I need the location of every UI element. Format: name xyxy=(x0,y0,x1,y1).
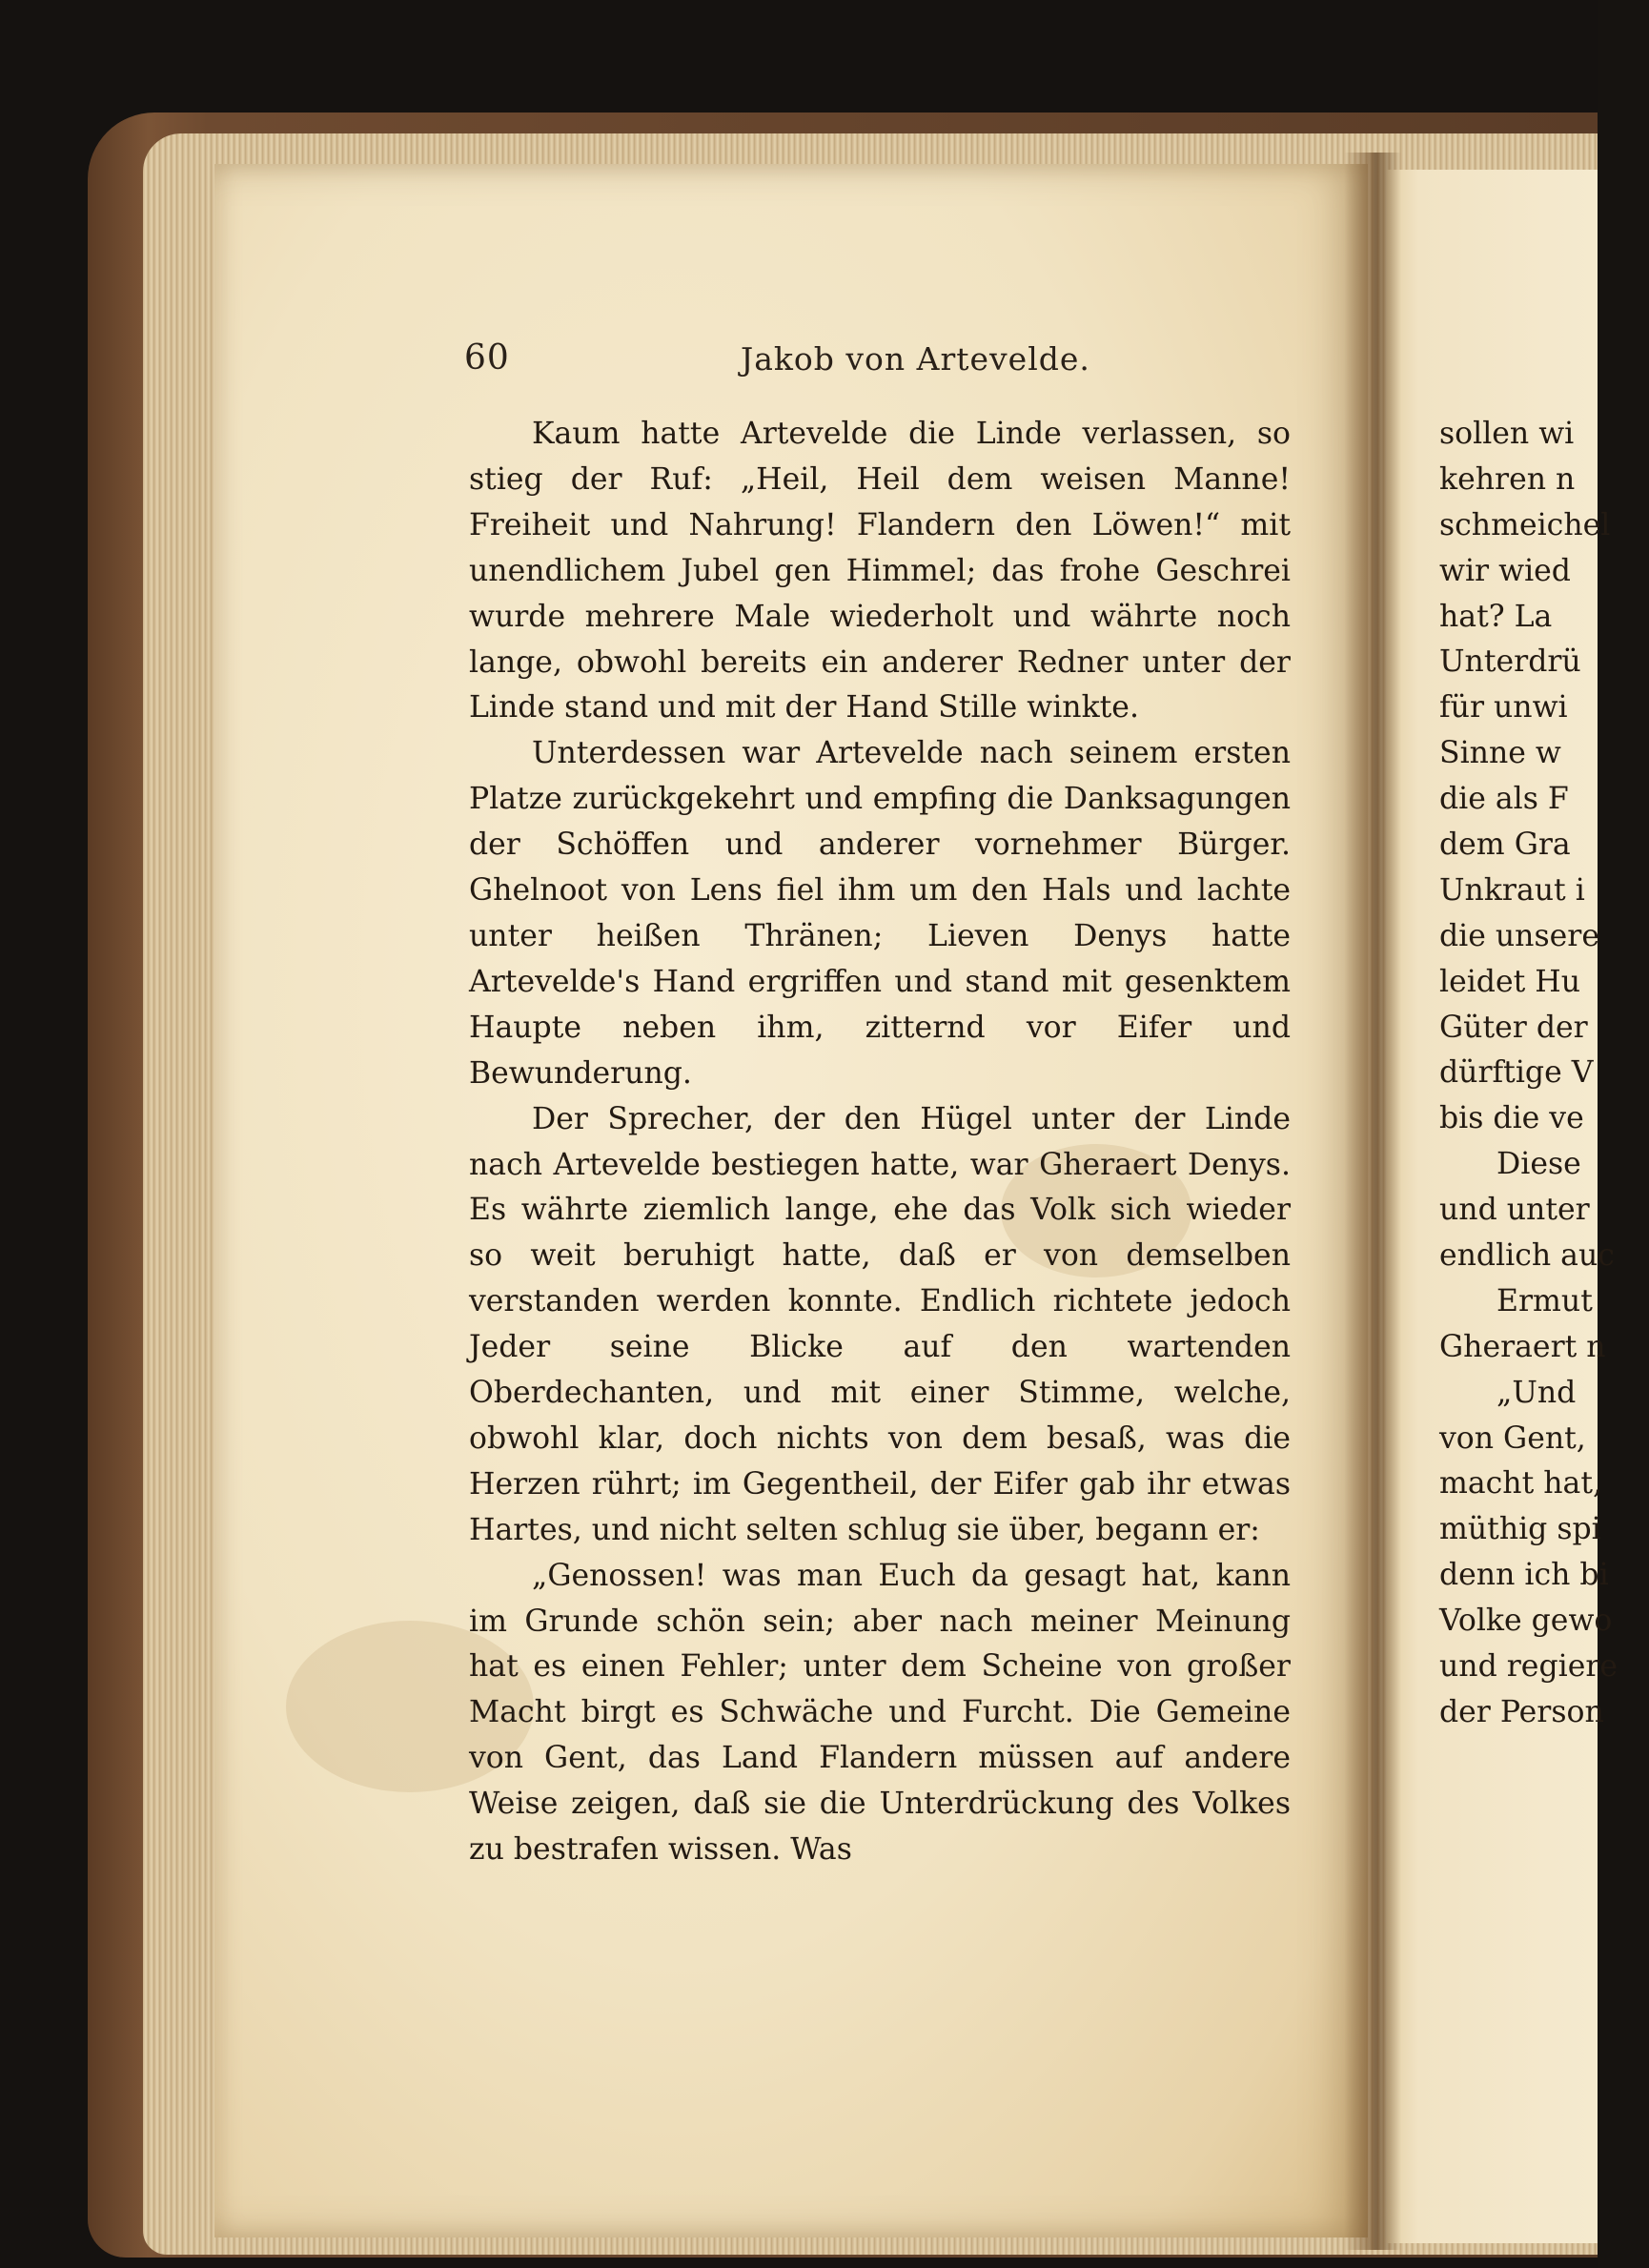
text-line: von Gent, xyxy=(1439,1420,1586,1456)
text-line: die als F xyxy=(1439,782,1569,817)
text-line: denn ich bi xyxy=(1439,1558,1609,1593)
running-title: Jakob von Artevelde. xyxy=(741,340,1090,378)
text-line: hat? La xyxy=(1439,599,1553,634)
paragraph: Unterdessen war Artevelde nach seinem ersten Platze zurückgekehrt und empfing die Danksagungen der Schöffen und anderer vornehmer Bürger. Ghelnoot von Lens fiel ihm um den Hals und lachte unter heißen Thränen; Lieven Denys hatte Artevelde's Hand ergriffen und stand mit gesenktem Haupte neben ihm, zitternd vor Eifer und Bewunderung. xyxy=(469,736,1291,1091)
text-line: Unterdrü xyxy=(1439,644,1581,680)
page-header xyxy=(464,338,1293,392)
page-number: 60 xyxy=(464,338,510,378)
text-line: Unkraut i xyxy=(1439,872,1585,908)
paragraph: Kaum hatte Artevelde die Linde verlassen, so stieg der Ruf: „Heil, Heil dem weisen Manne! Freiheit und Nahrung! Flandern den Löwen!“ mit unendlichem Jubel gen Himmel; das frohe Geschrei wurde mehrere Male wiederholt und währte noch lange, obwohl bereits ein anderer Redner unter der Linde stand und mit der Hand Stille winkte. xyxy=(469,417,1291,725)
text-line: macht hat, xyxy=(1439,1466,1602,1502)
text-line: Sinne w xyxy=(1439,736,1561,771)
text-line: dürftige V xyxy=(1439,1055,1594,1091)
text-line: und unter xyxy=(1439,1193,1590,1228)
text-line: für unwi xyxy=(1439,690,1568,725)
text-line: kehren n xyxy=(1439,461,1576,497)
text-line: bis die ve xyxy=(1439,1101,1584,1136)
text-line: Diese xyxy=(1496,1147,1581,1182)
text-line: wir wied xyxy=(1439,553,1571,588)
text-line: leidet Hu xyxy=(1439,964,1581,999)
text-line: Gheraert n xyxy=(1439,1329,1606,1364)
text-line: dem Gra xyxy=(1439,828,1571,863)
paragraph: „Genossen! was man Euch da gesagt hat, kann im Grunde schön sein; aber nach meiner Meinung hat es einen Fehler; unter dem Scheine von großer Macht birgt es Schwäche und Furcht. Die Gemeine von Gent, das Land Flandern müssen auf andere Weise zeigen, daß sie die Unterdrückung des Volkes zu bestrafen wissen. Was xyxy=(469,1558,1291,1868)
text-line: sollen wi xyxy=(1439,417,1575,451)
text-line: und regiere xyxy=(1439,1649,1618,1685)
text-line: „Und xyxy=(1496,1375,1577,1410)
text-line: endlich auc xyxy=(1439,1238,1615,1274)
text-line: Ermut xyxy=(1496,1283,1593,1318)
text-line: müthig spi xyxy=(1439,1512,1601,1547)
text-line: Güter der xyxy=(1439,1010,1588,1045)
book-gutter xyxy=(1344,153,1401,2250)
paragraph: Der Sprecher, der den Hügel unter der Linde nach Artevelde bestiegen hatte, war Gheraert Denys. Es währte ziemlich lange, ehe das Volk sich wieder so weit beruhigt hatte, daß er von demselben verstanden werden konnte. Endlich richtete jedoch Jeder seine Blicke auf den wartenden Oberdechanten, und mit einer Stimme, welche, obwohl klar, doch nichts von dem besaß, was die Herzen rührt; im Gegentheil, der Eifer gab ihr etwas Hartes, und nicht selten schlug sie über, begann er: xyxy=(469,1101,1291,1547)
text-line: der Person xyxy=(1439,1694,1604,1729)
text-line: die unsere xyxy=(1439,918,1599,953)
text-line: schmeichel xyxy=(1439,507,1611,542)
text-line: Volke gewo xyxy=(1439,1604,1613,1639)
right-page-text xyxy=(1439,412,1649,1736)
body-text xyxy=(469,412,1291,1873)
